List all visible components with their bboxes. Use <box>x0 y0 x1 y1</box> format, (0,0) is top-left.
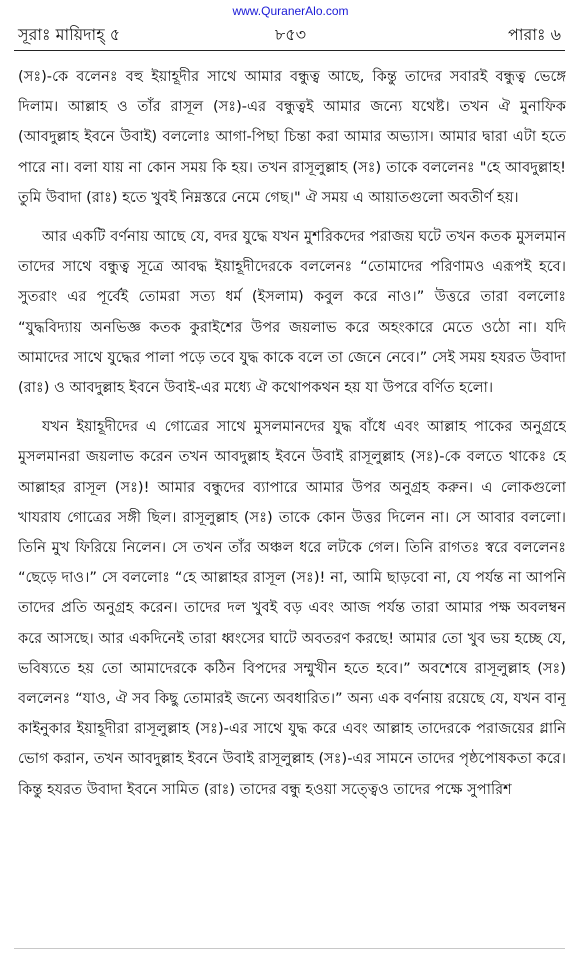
header-divider <box>14 50 565 51</box>
surah-label: সূরাঃ মায়িদাহ্ ৫ <box>18 25 121 44</box>
paragraph-2: আর একটি বর্ণনায় আছে যে, বদর যুদ্ধে যখন মুশরিকদের পরাজয় ঘটে তখন কতক মুসলমান তাদের সাথে বন্ধুত্ব সূত্রে আবদ্ধ ইয়াহূদীদেরকে বললেনঃ “তোমাদের পরিণামও এরূপই হবে। সুতরাং এর পূর্বেই তোমরা সত্য ধর্ম (ইসলাম) কবুল করে নাও।” উত্তরে তারা বললোঃ “যুদ্ধবিদ্যায় অনভিজ্ঞ কতক কুরাইশের উপর জয়লাভ করে অহংকারে মেতে ওঠো না। যদি আমাদের সাথে যুদ্ধের পালা পড়ে তবে যুদ্ধ কাকে বলে তা জেনে নেবে।” সেই সময় হযরত উবাদা (রাঃ) ও আবদুল্লাহ ইবনে উবাই-এর মধ্যে ঐ কথোপকথন হয় যা উপরে বর্ণিত হলো। <box>18 228 566 397</box>
paragraph-1: (সঃ)-কে বলেনঃ বহু ইয়াহূদীর সাথে আমার বন্ধুত্ব আছে, কিন্তু তাদের সবারই বন্ধুত্ব ভেঙ্গে দিলাম। আল্লাহ ও তাঁর রাসূল (সঃ)-এর বন্ধুত্বই আমার জন্যে যথেষ্ট। তখন ঐ মুনাফিক (আবদুল্লাহ ইবনে উবাই) বললোঃ আগা-পিছা চিন্তা করা আমার অভ্যাস। আমার দ্বারা এটা হতে পারে না। বলা যায় না কোন সময় কি হয়। তখন রাসূলুল্লাহ (সঃ) তাকে বললেনঃ "হে আবদুল্লাহ! তুমি উবাদা (রাঃ) হতে খুবই নিম্নস্তরে নেমে গেছ।" ঐ সময় এ আয়াতগুলো অবতীর্ণ হয়। <box>18 68 566 206</box>
bottom-divider <box>14 948 565 949</box>
paragraph-3: যখন ইয়াহূদীদের এ গোত্রের সাথে মুসলমানদের যুদ্ধ বাঁধে এবং আল্লাহ পাকের অনুগ্রহে মুসলমানরা জয়লাভ করেন তখন আবদুল্লাহ ইবনে উবাই রাসূলুল্লাহ (সঃ)-কে বলতে থাকেঃ হে আল্লাহর রাসূল (সঃ)! আমার বন্ধুদের ব্যাপারে আমার উপর অনুগ্রহ করুন। এ লোকগুলো খাযরায গোত্রের সঙ্গী ছিল। রাসূলুল্লাহ (সঃ) তাকে কোন উত্তর দিলেন না। সে আবার বললো। তিনি মুখ ফিরিয়ে নিলেন। সে তখন তাঁর অঞ্চল ধরে লটকে গেল। তিনি রাগতঃ স্বরে বললেনঃ “ছেড়ে দাও।” সে বললোঃ “হে আল্লাহর রাসূল (সঃ)! না, আমি ছাড়বো না, যে পর্যন্ত না আপনি তাদের প্রতি অনুগ্রহ করেন। তাদের দল খুবই বড় এবং আজ পর্যন্ত তারা আমার পক্ষ অবলম্বন করে আসছে। আর একদিনেই তারা ধ্বংসের ঘাটে অবতরণ করছে! আমার তো খুব ভয় হচ্ছে যে, ভবিষ্যতে হয় তো আমাদেরকে কঠিন বিপদের সম্মুখীন হতে হবে।” অবশেষে রাসূলুল্লাহ (সঃ) বললেনঃ “যাও, ঐ সব কিছু তোমারই জন্যে অবধারিত।” অন্য এক বর্ণনায় রয়েছে যে, যখন বানূ কাইনুকার ইয়াহূদীরা রাসূলুল্লাহ (সঃ)-এর সাথে যুদ্ধ করে এবং আল্লাহ তাদেরকে পরাজয়ের গ্লানি ভোগ করান, তখন আবদুল্লাহ ইবনে উবাই রাসূলুল্লাহ (সঃ)-এর সামনে তাদের পৃষ্ঠপোষকতা করে। কিন্তু হযরত উবাদা ইবনে সামিত (রাঃ) তাদের বন্ধু হওয়া সত্ত্বেও তাদের পক্ষে সুপারিশ <box>18 418 566 798</box>
page-body <box>18 62 566 942</box>
site-url-link[interactable]: www.QuranerAlo.com <box>232 4 349 18</box>
page-header <box>0 0 581 64</box>
page-number: ৮৫৩ <box>274 25 307 44</box>
para-label: পারাঃ ৬ <box>508 25 561 44</box>
